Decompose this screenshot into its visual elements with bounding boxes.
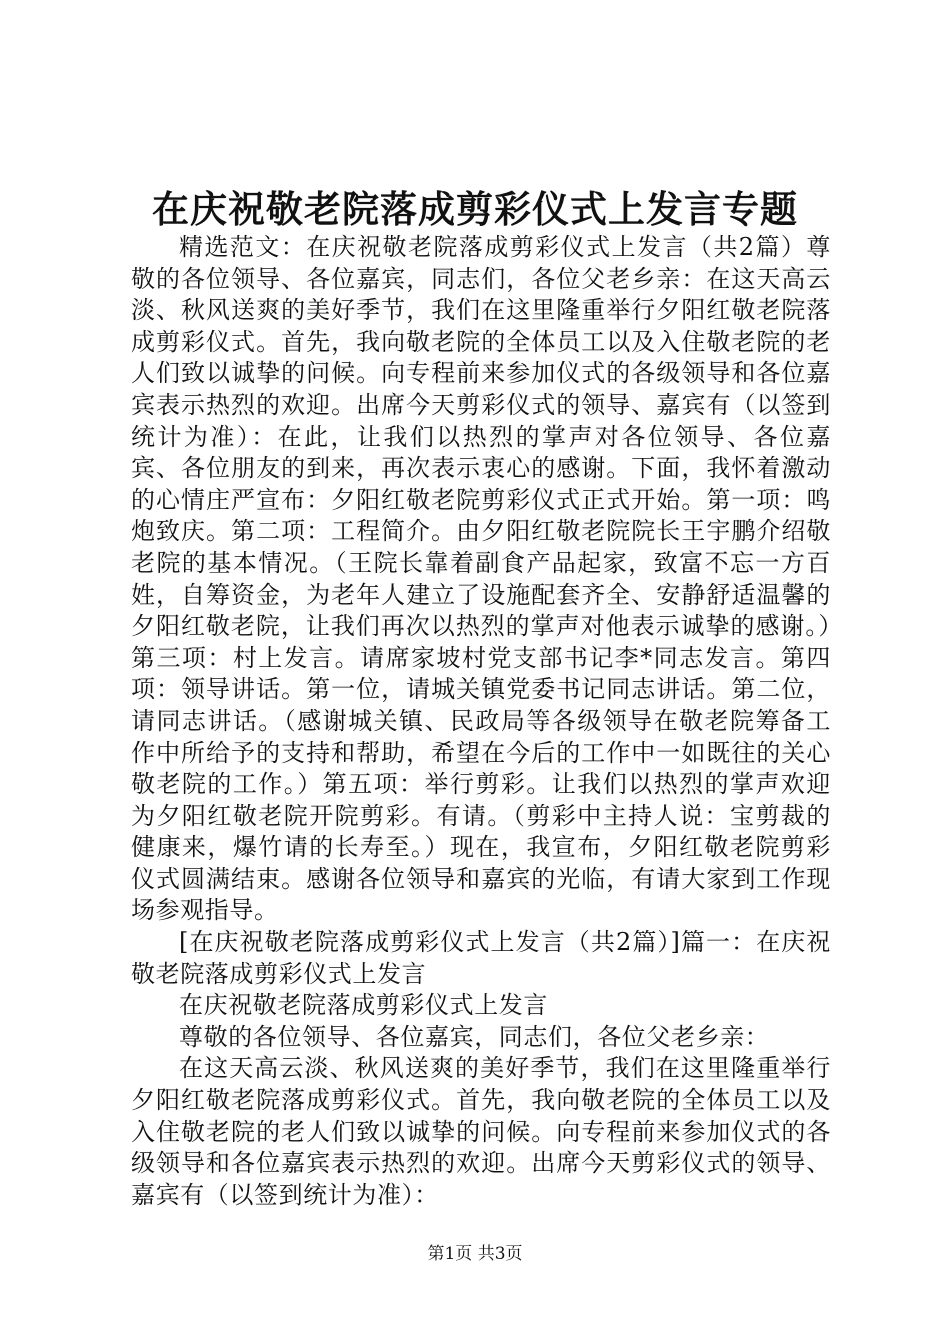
paragraph-opening: 在这天高云淡、秋风送爽的美好季节，我们在这里隆重举行夕阳红敬老院落成剪彩仪式。首先，我向敬老院的全体员工以及入住敬老院的老人们致以诚挚的问候。向专程前来参加仪式的各级领导和各位嘉宾表示热烈的欢迎。出席今天剪彩仪式的领导、嘉宾有（以签到统计为准）： — [131, 1054, 831, 1209]
paragraph-subtitle: 在庆祝敬老院落成剪彩仪式上发言 — [179, 991, 548, 1020]
document-title: 在庆祝敬老院落成剪彩仪式上发言专题 — [152, 187, 798, 231]
paragraph-intro: 精选范文：在庆祝敬老院落成剪彩仪式上发言（共2篇）尊敬的各位领导、各位嘉宾，同志们，各位父老乡亲：在这天高云淡、秋风送爽的美好季节，我们在这里隆重举行夕阳红敬老院落成剪彩仪式。首先，我向敬老院的全体员工以及入住敬老院的老人们致以诚挚的问候。向专程前来参加仪式的各级领导和各位嘉宾表示热烈的欢迎。出席今天剪彩仪式的领导、嘉宾有（以签到统计为准）：在此，让我们以热烈的掌声对各位领导、各位嘉宾、各位朋友的到来，再次表示衷心的感谢。下面，我怀着激动的心情庄严宣布：夕阳红敬老院剪彩仪式正式开始。第一项：鸣炮致庆。第二项：工程简介。由夕阳红敬老院院长王宇鹏介绍敬老院的基本情况。（王院长靠着副食产品起家，致富不忘一方百姓，自筹资金，为老年人建立了设施配套齐全、安静舒适温馨的夕阳红敬老院，让我们再次以热烈的掌声对他表示诚挚的感谢。）第三项：村上发言。请席家坡村党支部书记李*同志发言。第四项：领导讲话。第一位，请城关镇党委书记同志讲话。第二位，请同志讲话。（感谢城关镇、民政局等各级领导在敬老院筹备工作中所给予的支持和帮助，希望在今后的工作中一如既往的关心敬老院的工作。）第五项：举行剪彩。让我们以热烈的掌声欢迎为夕阳红敬老院开院剪彩。有请。（剪彩中主持人说：宝剪裁的健康来，爆竹请的长寿至。）现在，我宣布，夕阳红敬老院剪彩仪式圆满结束。感谢各位领导和嘉宾的光临，有请大家到工作现场参观指导。 — [131, 233, 831, 925]
paragraph-section-heading: [在庆祝敬老院落成剪彩仪式上发言（共2篇）]篇一：在庆祝敬老院落成剪彩仪式上发言 — [131, 928, 831, 988]
paragraph-salutation: 尊敬的各位领导、各位嘉宾，同志们，各位父老乡亲： — [179, 1022, 770, 1051]
page-number-footer: 第1页 共3页 — [427, 1244, 523, 1264]
document-body — [131, 232, 831, 1211]
